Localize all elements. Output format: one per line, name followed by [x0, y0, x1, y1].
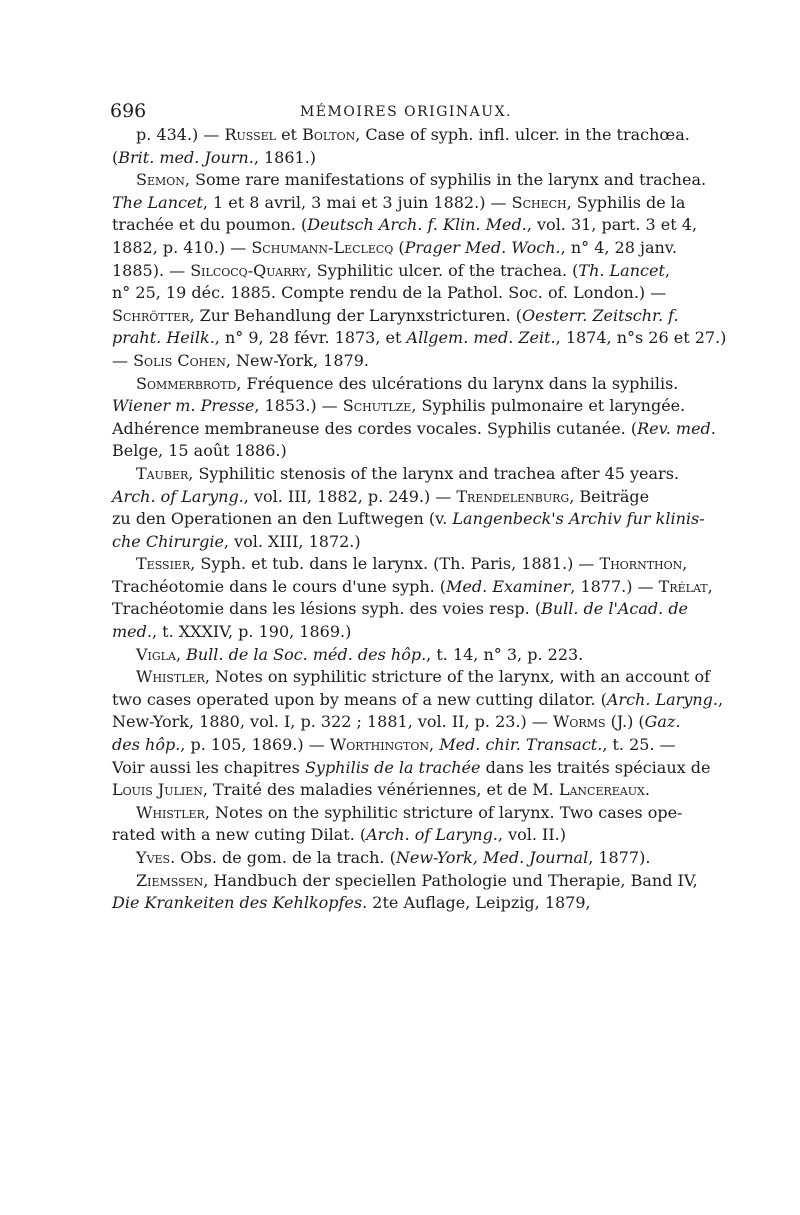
bibliography-paragraph — [112, 644, 702, 667]
text-segment: zu den Operationen an den Luftwegen (v. — [112, 509, 453, 529]
publication-title: Th. Lancet — [578, 260, 665, 280]
author-name: Solis Cohen — [133, 350, 226, 370]
author-name: Sommerbrotd — [136, 373, 237, 393]
bibliography-paragraph — [112, 802, 702, 847]
text-segment: two cases operated upon by means of a new cutting dilator. ( — [112, 689, 607, 709]
text-segment: , vol. III, 1882, p. 249.) — — [243, 486, 457, 506]
text-segment: Trachéotomie dans les lésions syph. des voies resp. ( — [112, 599, 542, 619]
publication-title: Bull. de l'Acad. de — [541, 599, 689, 619]
text-line — [112, 124, 702, 147]
text-line — [112, 147, 702, 170]
bibliography-paragraph — [112, 870, 702, 915]
text-segment: trachée et du poumon. ( — [112, 215, 308, 235]
text-segment: , p. 105, 1869.) — — [180, 735, 330, 755]
text-line — [112, 463, 702, 486]
text-segment: dans les traités spéciaux de — [480, 757, 711, 777]
text-segment: , vol. II.) — [497, 825, 566, 845]
text-line — [112, 870, 702, 893]
author-name: Yves — [136, 848, 171, 867]
text-line — [112, 508, 705, 531]
publication-title: che Chirurgie — [112, 531, 224, 551]
bibliography-text — [112, 124, 727, 915]
running-head: MÉMOIRES ORIGINAUX. — [299, 104, 513, 120]
author-name: Schutlze — [342, 396, 412, 416]
text-line — [112, 305, 702, 328]
text-line — [112, 598, 702, 621]
text-segment: , vol. 31, part. 3 et 4, — [526, 215, 698, 235]
author-name: Ziemssen — [136, 870, 204, 890]
text-line — [112, 192, 702, 215]
author-name: Trendelenburg — [456, 486, 570, 506]
text-segment: , n° 9, 28 févr. 1873, et — [214, 328, 407, 348]
text-segment: , Syphilitic stenosis of the larynx and trachea after 45 years. — [188, 463, 679, 483]
text-segment: . 2te Auflage, Leipzig, 1879, — [362, 893, 591, 913]
publication-title: med. — [112, 622, 152, 642]
publication-title: Arch. of Laryng. — [112, 486, 244, 506]
text-segment: , Some rare manifestations of syphilis in the larynx and trachea. — [184, 170, 707, 190]
author-name: Trélat — [658, 576, 708, 596]
text-line — [112, 666, 711, 689]
author-name: Thornthon — [599, 554, 683, 574]
text-segment: , vol. XIII, 1872.) — [223, 531, 361, 551]
text-segment: , Syph. et tub. dans le larynx. (Th. Paris, 1881.) — — [190, 554, 600, 574]
author-name: Schumann-Leclecq — [251, 237, 394, 257]
publication-title: New-York, Med. Journal — [395, 848, 589, 867]
text-segment: Voir aussi les chapitres — [112, 757, 305, 777]
publication-title: Med. chir. Transact. — [439, 735, 603, 755]
publication-title: Wiener m. Presse — [112, 396, 255, 416]
text-line — [112, 260, 702, 283]
text-line — [112, 350, 702, 373]
text-line — [112, 373, 702, 396]
text-line — [112, 237, 702, 260]
text-line — [112, 644, 702, 667]
author-name: Louis Julien — [112, 780, 203, 800]
author-name: Lancereaux — [558, 780, 645, 800]
text-segment: rated with a new cuting Dilat. ( — [112, 825, 367, 845]
bibliography-paragraph — [112, 553, 713, 643]
author-name: Bolton — [302, 125, 356, 144]
text-segment: — — [112, 350, 134, 370]
text-segment: , t. 14, n° 3, p. 223. — [426, 644, 584, 664]
publication-title: Allgem. med. Zeit. — [406, 328, 556, 348]
bibliography-paragraph — [112, 463, 705, 553]
bibliography-paragraph — [112, 169, 727, 372]
author-name: Schrötter — [112, 305, 190, 325]
bibliography-paragraph — [112, 666, 724, 802]
page-number: 696 — [110, 100, 147, 122]
text-segment: p. 434.) — — [136, 125, 225, 144]
text-segment: , — [718, 689, 724, 709]
text-segment: , t. XXXIV, p. 190, 1869.) — [151, 622, 352, 642]
text-line — [112, 757, 711, 780]
text-segment: 1882, p. 410.) — — [112, 237, 252, 257]
text-segment: , — [175, 644, 187, 664]
author-name: Worthington — [329, 735, 430, 755]
text-line — [112, 531, 702, 554]
bibliography-paragraph — [112, 847, 702, 870]
author-name: Whistler — [136, 667, 205, 687]
text-line — [112, 576, 713, 599]
page-header — [110, 100, 702, 124]
text-line — [112, 892, 702, 915]
text-segment: New-York, 1880, vol. I, p. 322 ; 1881, vol. II, p. 23.) — — [112, 712, 553, 732]
text-segment: et — [275, 125, 303, 144]
text-line — [112, 169, 707, 192]
text-segment: (J.) ( — [605, 712, 645, 732]
publication-title: Brit. med. Journ. — [118, 147, 254, 167]
publication-title: Arch. Laryng. — [606, 689, 718, 709]
text-segment: Belge, 15 août 1886.) — [112, 441, 287, 461]
publication-title: Deutsch Arch. f. Klin. Med. — [307, 215, 527, 235]
publication-title: The Lancet — [112, 192, 203, 212]
text-segment: , 1861.) — [253, 147, 317, 167]
text-segment: , New-York, 1879. — [225, 350, 369, 370]
text-line — [112, 486, 702, 509]
text-line — [112, 395, 702, 418]
text-segment: , Case of syph. infl. ulcer. in the trachœa. — [355, 125, 690, 144]
publication-title: praht. Heilk. — [112, 328, 215, 348]
author-name: Silcocq-Quarry — [190, 260, 307, 280]
text-line — [112, 327, 727, 350]
text-segment: , — [429, 735, 440, 755]
publication-title: Oesterr. Zeitschr. f. — [522, 305, 679, 325]
text-segment: , Traité des maladies vénériennes, et de M. — [202, 780, 559, 800]
text-segment: 1885). — — [112, 260, 191, 280]
text-segment: , Syphilis de la — [566, 192, 686, 212]
publication-title: Bull. de la Soc. méd. des hôp. — [186, 644, 427, 664]
author-name: Schech — [511, 192, 567, 212]
publication-title: Die Krankeiten des Kehlkopfes — [112, 893, 363, 913]
text-segment: ( — [112, 147, 119, 167]
text-segment: , — [707, 576, 713, 596]
text-segment: , Syphilis pulmonaire et laryngée. — [411, 396, 686, 416]
text-segment: Adhérence membraneuse des cordes vocales. Syphilis cutanée. ( — [112, 418, 638, 438]
text-segment: . Obs. de gom. de la trach. ( — [170, 848, 396, 867]
text-segment: , Zur Behandlung der Larynxstricturen. ( — [189, 305, 523, 325]
text-segment: , Fréquence des ulcérations du larynx dans la syphilis. — [236, 373, 679, 393]
text-segment: , Notes on the syphilitic stricture of larynx. Two cases ope- — [204, 802, 683, 822]
publication-title: Rev. med. — [637, 418, 716, 438]
author-name: Whistler — [136, 802, 205, 822]
author-name: Vigla — [136, 644, 176, 664]
text-line — [112, 440, 702, 463]
text-line — [112, 824, 702, 847]
text-line — [112, 214, 702, 237]
text-segment: , Beiträge — [569, 486, 650, 506]
publication-title: Langenbeck's Archiv fur klinis- — [452, 509, 705, 529]
publication-title: Gaz. — [644, 712, 681, 732]
author-name: Worms — [552, 712, 606, 732]
publication-title: Arch. of Laryng. — [366, 825, 498, 845]
text-line — [112, 847, 702, 870]
text-segment: , 1 et 8 avril, 3 mai et 3 juin 1882.) — — [202, 192, 512, 212]
publication-title: des hôp. — [112, 735, 181, 755]
publication-title: Med. Examiner — [446, 576, 571, 596]
bibliography-paragraph — [112, 373, 716, 463]
text-segment: , — [664, 260, 670, 280]
text-segment: , t. 25. — — [602, 735, 676, 755]
text-segment: , 1877.) — — [570, 576, 659, 596]
text-segment: , Syphilitic ulcer. of the trachea. ( — [306, 260, 579, 280]
text-line — [112, 802, 702, 825]
text-line — [112, 553, 702, 576]
author-name: Tessier — [136, 554, 191, 574]
publication-title: Syphilis de la trachée — [304, 757, 481, 777]
text-segment: , 1877). — [588, 848, 651, 867]
bibliography-paragraph — [112, 124, 702, 169]
author-name: Russel — [224, 125, 276, 144]
text-segment: Trachéotomie dans le cours d'une syph. ( — [112, 576, 447, 596]
text-segment: , n° 4, 28 janv. — [560, 237, 678, 257]
publication-title: Prager Med. Woch. — [404, 237, 561, 257]
author-name: Semon — [136, 170, 185, 190]
text-segment: , Handbuch der speciellen Pathologie und Therapie, Band IV, — [203, 870, 698, 890]
text-line — [112, 734, 702, 757]
text-line — [112, 621, 702, 644]
text-line — [112, 689, 724, 712]
text-line — [112, 779, 702, 802]
text-segment: , — [682, 554, 688, 574]
author-name: Tauber — [136, 463, 189, 483]
text-line — [112, 282, 702, 305]
text-segment: n° 25, 19 déc. 1885. Compte rendu de la Pathol. Soc. of. London.) — — [112, 283, 667, 303]
text-line — [112, 418, 716, 441]
text-segment: ( — [393, 237, 405, 257]
text-segment: , 1874, n°s 26 et 27.) — [555, 328, 727, 348]
text-line — [112, 711, 702, 734]
text-segment: , Notes on syphilitic stricture of the larynx, with an account of — [204, 667, 711, 687]
text-segment: . — [644, 780, 650, 800]
text-segment: , 1853.) — — [254, 396, 343, 416]
